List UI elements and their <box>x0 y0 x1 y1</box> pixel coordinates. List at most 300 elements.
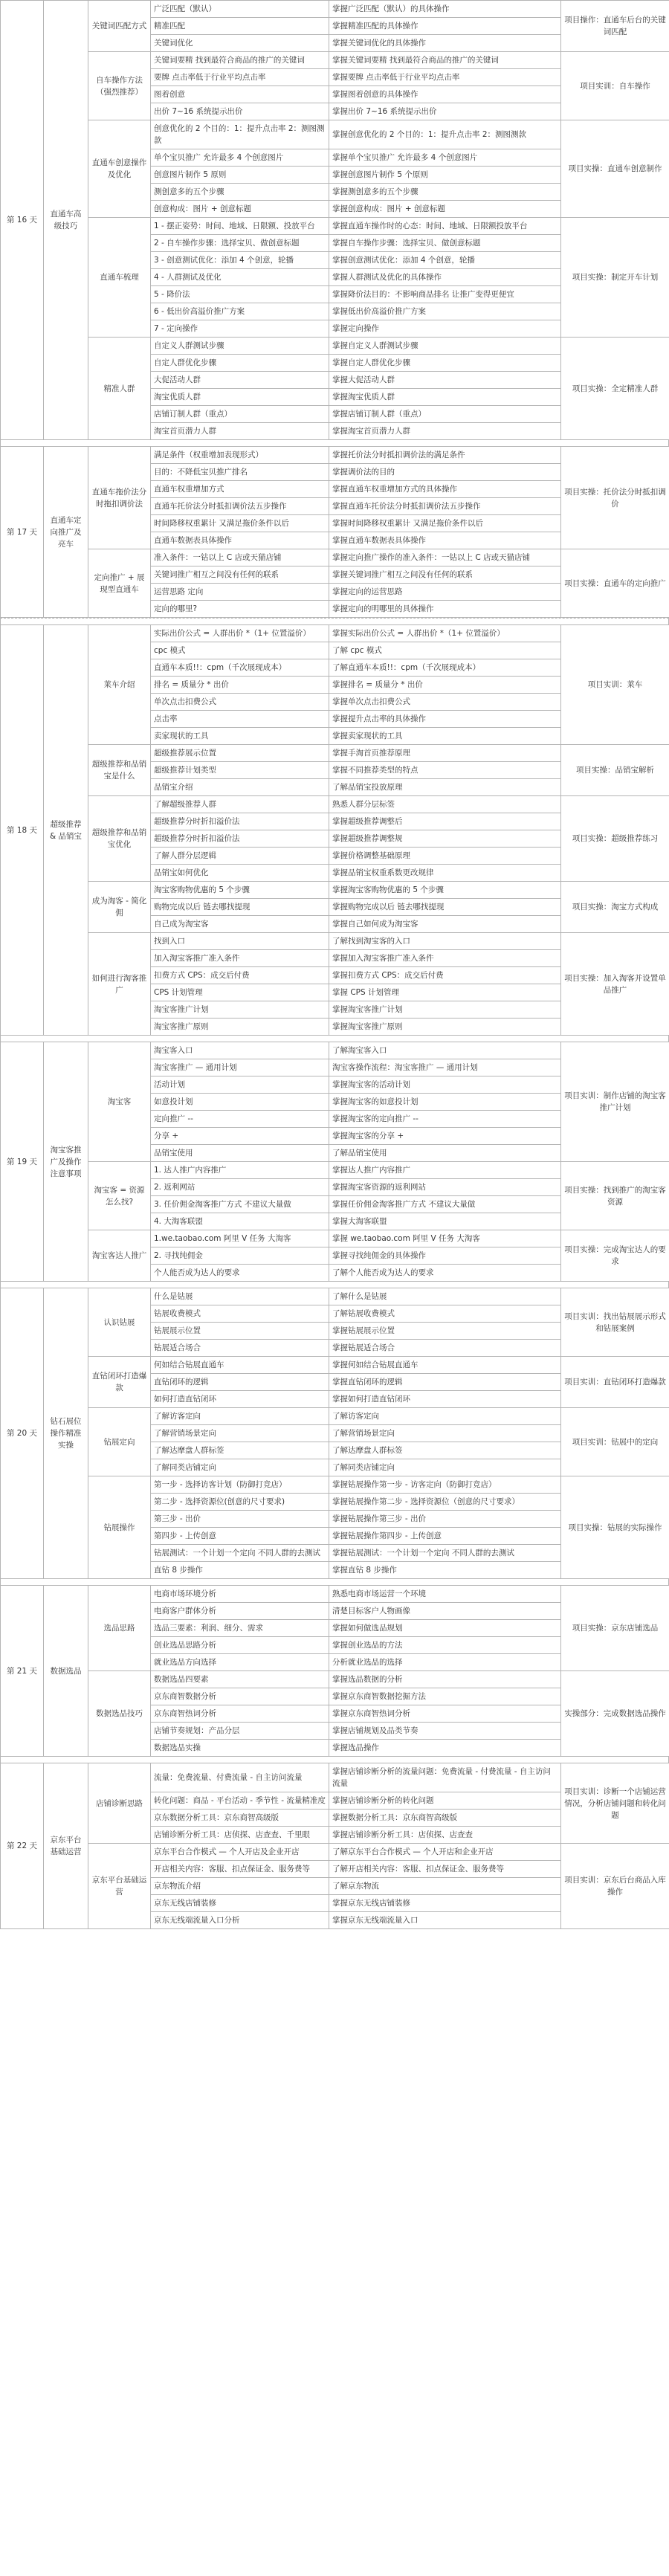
day-block <box>0 1288 669 1579</box>
goal-cell: 掌握测创意多的五个步骤 <box>329 184 561 201</box>
goal-cell: 掌握钻展测试：一个计划一个定向 不同人群的去测试 <box>329 1545 561 1562</box>
goal-cell: 掌握如何做选品规划 <box>329 1620 561 1637</box>
goal-cell: 掌握店铺订制人群（重点） <box>329 406 561 423</box>
content-cell: 分享 + <box>151 1128 329 1145</box>
content-cell: 淘宝客入口 <box>151 1042 329 1059</box>
goal-cell: 掌握提升点击率的具体操作 <box>329 711 561 728</box>
subtopic-name: 淘宝客 = 资源怎么找? <box>88 1162 151 1230</box>
content-cell: 超级推荐计划类型 <box>151 762 329 779</box>
day-label: 第 20 天 <box>1 1288 44 1579</box>
content-cell: 直通车本质!!：cpm（千次展现成本） <box>151 659 329 677</box>
goal-cell: 了解营销场景定向 <box>329 1425 561 1442</box>
day-topic: 数据选品 <box>44 1586 88 1757</box>
subtopic-name: 钻展定向 <box>88 1408 151 1476</box>
goal-cell: 掌握淘宝客的定向推广 -- <box>329 1111 561 1128</box>
goal-cell: 掌握钻展操作第四步 - 上传创意 <box>329 1528 561 1545</box>
content-cell: 电商市场环境分析 <box>151 1586 329 1603</box>
content-cell: 创业选品思路分析 <box>151 1637 329 1654</box>
goal-cell: 掌握排名 = 质量分 * 出价 <box>329 677 561 694</box>
goal-cell: 掌握自定义人群测试步骤 <box>329 338 561 355</box>
content-cell: 钻展适合场合 <box>151 1340 329 1357</box>
project-cell: 项目操作：直通车后台的关键词匹配 <box>561 1 669 52</box>
subtopic-name: 如何进行淘客推广 <box>88 933 151 1036</box>
goal-cell: 掌握创业选品的方法 <box>329 1637 561 1654</box>
goal-cell: 掌握时间降移权重累计 又满足拖价条件以后 <box>329 515 561 532</box>
goal-cell: 掌握寻找纯佣金的具体操作 <box>329 1247 561 1265</box>
goal-cell: 了解个人能否成为达人的要求 <box>329 1265 561 1282</box>
subtopic-name: 数据选品技巧 <box>88 1671 151 1757</box>
content-cell: 京东平台合作模式 — 个人开店及企业开店 <box>151 1844 329 1861</box>
table-row <box>1 52 669 69</box>
table-row <box>1 120 669 149</box>
goal-cell: 掌握托价法分时抵扣调价法的满足条件 <box>329 447 561 464</box>
content-cell: 测创意多的五个步骤 <box>151 184 329 201</box>
content-cell: 京东商智热词分析 <box>151 1705 329 1723</box>
content-cell: 了解超级推荐人群 <box>151 796 329 813</box>
goal-cell: 淘宝客操作流程：淘宝客推广 — 通用计划 <box>329 1059 561 1076</box>
goal-cell: 掌握降价法目的：不影响商品排名 让推广变得更便宜 <box>329 286 561 303</box>
content-cell: 目的：不降低宝贝推广排名 <box>151 464 329 481</box>
content-cell: 品销宝使用 <box>151 1145 329 1162</box>
content-cell: 了解人群分层逻辑 <box>151 848 329 865</box>
goal-cell: 掌握钻展适合场合 <box>329 1340 561 1357</box>
goal-cell: 掌握淘宝客推广计划 <box>329 1001 561 1019</box>
goal-cell: 掌握自车操作步骤：选择宝贝、做创意标题 <box>329 235 561 252</box>
goal-cell: 掌握淘宝客的如意投计划 <box>329 1094 561 1111</box>
subtopic-name: 淘宝客 <box>88 1042 151 1162</box>
goal-cell: 掌握实际出价公式 = 人群出价 *（1+ 位置溢价） <box>329 625 561 642</box>
content-cell: 第二步 - 选择资源位(创意的尺寸要求) <box>151 1494 329 1511</box>
subtopic-name: 精准人群 <box>88 338 151 440</box>
project-cell: 项目实操：直通车创意制作 <box>561 120 669 218</box>
table-row <box>1 1288 669 1305</box>
goal-cell: 掌握钻展操作第三步 - 出价 <box>329 1511 561 1528</box>
goal-cell: 掌握定向的明哪里的具体操作 <box>329 601 561 618</box>
goal-cell: 掌握店铺诊断分析的转化问题 <box>329 1792 561 1810</box>
table-row <box>1 1 669 18</box>
project-cell: 项目实训：直钻闭环打造爆款 <box>561 1357 669 1408</box>
content-cell: 京东商智数据分析 <box>151 1688 329 1705</box>
goal-cell: 掌握大促活动人群 <box>329 372 561 389</box>
content-cell: 开店相关内容：客服、扣点保证金、服务费等 <box>151 1861 329 1878</box>
day-separator <box>0 618 669 624</box>
goal-cell: 掌握价格调整基础原理 <box>329 848 561 865</box>
table-row <box>1 218 669 235</box>
content-cell: 淘宝客推广 — 通用计划 <box>151 1059 329 1076</box>
content-cell: 广泛匹配（默认） <box>151 1 329 18</box>
project-cell: 项目实操：品销宝解析 <box>561 745 669 796</box>
project-cell: 项目实训：莱车 <box>561 625 669 745</box>
goal-cell: 掌握自己如何成为淘宝客 <box>329 916 561 933</box>
goal-cell: 掌握直通车数据表具体操作 <box>329 532 561 549</box>
goal-cell: 清楚目标客户人物画像 <box>329 1603 561 1620</box>
goal-cell: 掌握钻展操作第二步 - 选择资源位（创意的尺寸要求） <box>329 1494 561 1511</box>
goal-cell: 掌握调价法的目的 <box>329 464 561 481</box>
content-cell: 京东无线端流量入口分析 <box>151 1912 329 1929</box>
content-cell: 如意投计划 <box>151 1094 329 1111</box>
content-cell: 第一步 - 选择访客计划（防御打竞店） <box>151 1476 329 1494</box>
goal-cell: 了解什么是钻展 <box>329 1288 561 1305</box>
project-cell: 项目实训：京东后台商品入库操作 <box>561 1844 669 1929</box>
content-cell: 了解达摩盘人群标签 <box>151 1442 329 1459</box>
goal-cell: 分析就业选品的选择 <box>329 1654 561 1671</box>
subtopic-name: 淘宝客达人推广 <box>88 1230 151 1282</box>
day-label: 第 17 天 <box>1 447 44 618</box>
content-cell: 店铺订制人群（重点） <box>151 406 329 423</box>
content-cell: 定向的哪里? <box>151 601 329 618</box>
content-cell: 淘宝优质人群 <box>151 389 329 406</box>
day-separator <box>0 440 669 446</box>
content-cell: 2. 寻找纯佣金 <box>151 1247 329 1265</box>
table-row <box>1 1162 669 1179</box>
goal-cell: 掌握京东商智数据挖掘方法 <box>329 1688 561 1705</box>
content-cell: 了解营销场景定向 <box>151 1425 329 1442</box>
content-cell: 什么是钻展 <box>151 1288 329 1305</box>
goal-cell: 掌握扣费方式 CPS：成交后付费 <box>329 967 561 984</box>
content-cell: 何如结合钻展直通车 <box>151 1357 329 1374</box>
goal-cell: 掌握何如结合钻展直通车 <box>329 1357 561 1374</box>
goal-cell: 掌握京东商智热词分析 <box>329 1705 561 1723</box>
subtopic-name: 店铺诊断思路 <box>88 1763 151 1844</box>
goal-cell: 掌握淘宝客的活动计划 <box>329 1076 561 1094</box>
project-cell: 项目实训：自车操作 <box>561 52 669 120</box>
content-cell: 京东无线店铺装修 <box>151 1895 329 1912</box>
project-cell: 项目实训：诊断一个店铺运营情况，分析店铺问题和转化问题 <box>561 1763 669 1844</box>
goal-cell: 掌握淘宝首页潜力人群 <box>329 423 561 440</box>
goal-cell: 掌握京东无线店铺装修 <box>329 1895 561 1912</box>
goal-cell: 掌握定向的运营思路 <box>329 584 561 601</box>
content-cell: 满足条件（权重增加表现形式） <box>151 447 329 464</box>
content-cell: 第四步 - 上传创意 <box>151 1528 329 1545</box>
subtopic-name: 直通车拖价法分时拖扣调价法 <box>88 447 151 549</box>
project-cell: 项目实操：托价法分时抵扣调价 <box>561 447 669 549</box>
goal-cell: 熟悉人群分层标签 <box>329 796 561 813</box>
content-cell: 找到入口 <box>151 933 329 950</box>
goal-cell: 了解找到淘宝客的入口 <box>329 933 561 950</box>
project-cell: 项目实操：直通车的定向推广 <box>561 549 669 618</box>
goal-cell: 掌握广泛匹配（默认）的具体操作 <box>329 1 561 18</box>
content-cell: 3. 任价佣金淘客推广方式 不建议大量做 <box>151 1196 329 1213</box>
content-cell: 自己成为淘宝客 <box>151 916 329 933</box>
content-cell: 关键词优化 <box>151 35 329 52</box>
goal-cell: 掌握店铺诊断分析工具：店侦探、店查查 <box>329 1827 561 1844</box>
day-label: 第 22 天 <box>1 1763 44 1929</box>
goal-cell: 掌握图着创意的具体操作 <box>329 86 561 103</box>
subtopic-name: 定向推广 + 展现型直通车 <box>88 549 151 618</box>
content-cell: 如何打造直钻闭环 <box>151 1391 329 1408</box>
goal-cell: 掌握钻展展示位置 <box>329 1323 561 1340</box>
goal-cell: 了解开店相关内容：客服、扣点保证金、服务费等 <box>329 1861 561 1878</box>
content-cell: 精准匹配 <box>151 18 329 35</box>
goal-cell: 掌握关键词要精 找到最符合商品的推广的关键词 <box>329 52 561 69</box>
content-cell: 超级推荐展示位置 <box>151 745 329 762</box>
goal-cell: 掌握超级推荐调整规 <box>329 830 561 848</box>
content-cell: 超级推荐分时折扣溢价法 <box>151 830 329 848</box>
project-cell: 实操部分：完成数据选品操作 <box>561 1671 669 1757</box>
goal-cell: 了解淘宝客入口 <box>329 1042 561 1059</box>
content-cell: 5 - 降价法 <box>151 286 329 303</box>
project-cell: 项目实训：制作店铺的淘宝客推广计划 <box>561 1042 669 1162</box>
content-cell: 数据选品实操 <box>151 1740 329 1757</box>
content-cell: 4 - 人群测试及优化 <box>151 269 329 286</box>
subtopic-name: 选品思路 <box>88 1586 151 1671</box>
goal-cell: 掌握店铺诊断分析的流量问题：免费流量 - 付费流量 - 自主访问流量 <box>329 1763 561 1792</box>
goal-cell: 掌握关键词推广相互之间没有任何的联系 <box>329 566 561 584</box>
content-cell: 运营思路 定向 <box>151 584 329 601</box>
goal-cell: 掌握大淘客联盟 <box>329 1213 561 1230</box>
content-cell: 店铺诊断分析工具：店侦探、店查查、千里眼 <box>151 1827 329 1844</box>
content-cell: 活动计划 <box>151 1076 329 1094</box>
project-cell: 项目实操：超级推荐练习 <box>561 796 669 882</box>
goal-cell: 掌握选品操作 <box>329 1740 561 1757</box>
day-block <box>0 624 669 1036</box>
subtopic-name: 超级推荐和品销宝是什么 <box>88 745 151 796</box>
goal-cell: 了解达摩盘人群标签 <box>329 1442 561 1459</box>
content-cell: 单次点击扣费公式 <box>151 694 329 711</box>
goal-cell: 掌握 we.taobao.com 阿里 V 任务 大淘客 <box>329 1230 561 1247</box>
content-cell: 定向推广 -- <box>151 1111 329 1128</box>
day-topic: 直通车定向推广及亮车 <box>44 447 88 618</box>
table-row <box>1 447 669 464</box>
day-block <box>0 1585 669 1757</box>
goal-cell: 掌握定向推广操作的准入条件：一钻以上 C 店或天猫店铺 <box>329 549 561 566</box>
goal-cell: 掌握定向操作 <box>329 320 561 338</box>
day-block <box>0 1042 669 1282</box>
goal-cell: 掌握淘宝客推广原则 <box>329 1019 561 1036</box>
content-cell: 直通车托价法分时抵扣调价法五步操作 <box>151 498 329 515</box>
day-block <box>0 446 669 618</box>
table-row <box>1 625 669 642</box>
project-cell: 项目实操：完成淘宝达人的要求 <box>561 1230 669 1282</box>
content-cell: 扣费方式 CPS：成交后付费 <box>151 967 329 984</box>
goal-cell: 掌握直通车操作时的心态：时间、地域、日限额投放平台 <box>329 218 561 235</box>
content-cell: 数据选品四要素 <box>151 1671 329 1688</box>
content-cell: 加入淘宝客推广准入条件 <box>151 950 329 967</box>
content-cell: 4. 大淘客联盟 <box>151 1213 329 1230</box>
content-cell: 淘宝首页潜力人群 <box>151 423 329 440</box>
content-cell: 淘宝客推广计划 <box>151 1001 329 1019</box>
day-label: 第 19 天 <box>1 1042 44 1282</box>
goal-cell: 掌握人群测试及优化的具体操作 <box>329 269 561 286</box>
content-cell: 6 - 低出价高溢价推广方案 <box>151 303 329 320</box>
table-row <box>1 338 669 355</box>
goal-cell: 熟悉电商市场运营一个环境 <box>329 1586 561 1603</box>
content-cell: 实际出价公式 = 人群出价 *（1+ 位置溢价） <box>151 625 329 642</box>
goal-cell: 掌握出价 7~16 系统提示出价 <box>329 103 561 120</box>
subtopic-name: 京东平台基础运营 <box>88 1844 151 1929</box>
content-cell: 京东物流介绍 <box>151 1878 329 1895</box>
goal-cell: 了解 cpc 模式 <box>329 642 561 659</box>
content-cell: 卖家现状的工具 <box>151 728 329 745</box>
subtopic-name: 直钻闭环打造爆款 <box>88 1357 151 1408</box>
table-row <box>1 1586 669 1603</box>
project-cell: 项目实操：加入淘客并设置单品推广 <box>561 933 669 1036</box>
content-cell: 单个宝贝推广 允许最多 4 个创意图片 <box>151 149 329 167</box>
content-cell: 1. 达人推广内容推广 <box>151 1162 329 1179</box>
content-cell: 直钻闭环的逻辑 <box>151 1374 329 1391</box>
content-cell: cpc 模式 <box>151 642 329 659</box>
project-cell: 项目实操：制定开车计划 <box>561 218 669 338</box>
content-cell: 了解同类店铺定向 <box>151 1459 329 1476</box>
table-row <box>1 1357 669 1374</box>
day-block <box>0 1763 669 1929</box>
goal-cell: 了解京东平台合作模式 — 个人开店和企业开店 <box>329 1844 561 1861</box>
subtopic-name: 直通车梳理 <box>88 218 151 338</box>
table-row <box>1 1763 669 1792</box>
content-cell: 淘宝客购物优惠的 5 个步骤 <box>151 882 329 899</box>
content-cell: 时间降移权重累计 又满足拖价条件以后 <box>151 515 329 532</box>
content-cell: 自定人群优化步骤 <box>151 355 329 372</box>
table-row <box>1 933 669 950</box>
day-label: 第 16 天 <box>1 1 44 440</box>
goal-cell: 掌握如何打造直钻闭环 <box>329 1391 561 1408</box>
subtopic-name: 成为淘客 - 简化佣 <box>88 882 151 933</box>
subtopic-name: 认识钻展 <box>88 1288 151 1357</box>
subtopic-name: 钻展操作 <box>88 1476 151 1579</box>
day-topic: 直通车高级技巧 <box>44 1 88 440</box>
content-cell: 创意图片制作 5 原则 <box>151 167 329 184</box>
goal-cell: 掌握淘宝客购物优惠的 5 个步骤 <box>329 882 561 899</box>
content-cell: 创意优化的 2 个目的：1：提升点击率 2：测图测款 <box>151 120 329 149</box>
subtopic-name: 自车操作方法（强烈推荐） <box>88 52 151 120</box>
content-cell: 3 - 创意测试优化：添加 4 个创意，轮播 <box>151 252 329 269</box>
goal-cell: 了解品销宝使用 <box>329 1145 561 1162</box>
content-cell: 选品三要素：利润、细分、需求 <box>151 1620 329 1637</box>
goal-cell: 掌握创意优化的 2 个目的：1：提升点击率 2：测图测款 <box>329 120 561 149</box>
project-cell: 项目实操：钻展的实际操作 <box>561 1476 669 1579</box>
goal-cell: 掌握精准匹配的具体操作 <box>329 18 561 35</box>
goal-cell: 掌握店铺规划及品类节奏 <box>329 1723 561 1740</box>
content-cell: 7 - 定向操作 <box>151 320 329 338</box>
table-row <box>1 1408 669 1425</box>
goal-cell: 掌握单次点击扣费公式 <box>329 694 561 711</box>
content-cell: 直通车数据表具体操作 <box>151 532 329 549</box>
day-topic: 淘宝客推广及操作注意事项 <box>44 1042 88 1282</box>
goal-cell: 掌握淘宝客资源的返利网站 <box>329 1179 561 1196</box>
goal-cell: 掌握达人推广内容推广 <box>329 1162 561 1179</box>
project-cell: 项目实操：全定精准人群 <box>561 338 669 440</box>
goal-cell: 掌握低出价高溢价推广方案 <box>329 303 561 320</box>
goal-cell: 了解品销宝投放原理 <box>329 779 561 796</box>
content-cell: 就业选品方向选择 <box>151 1654 329 1671</box>
day-separator <box>0 1579 669 1585</box>
goal-cell: 掌握不同推荐类型的特点 <box>329 762 561 779</box>
goal-cell: 掌握任价佣金淘客推广方式 不建议大量做 <box>329 1196 561 1213</box>
goal-cell: 掌握直通车托价法分时抵扣调价法五步操作 <box>329 498 561 515</box>
day-topic: 钻石展位操作精准实操 <box>44 1288 88 1579</box>
content-cell: 店铺节奏规划：产品分层 <box>151 1723 329 1740</box>
content-cell: 大促活动人群 <box>151 372 329 389</box>
goal-cell: 了解访客定向 <box>329 1408 561 1425</box>
goal-cell: 掌握 CPS 计划管理 <box>329 984 561 1001</box>
goal-cell: 了解京东物流 <box>329 1878 561 1895</box>
project-cell: 项目实操：找到推广的淘宝客资源 <box>561 1162 669 1230</box>
content-cell: 直通车权重增加方式 <box>151 481 329 498</box>
project-cell: 项目实训：钻展中的定向 <box>561 1408 669 1476</box>
content-cell: 创意构成：图片 + 创意标题 <box>151 201 329 218</box>
content-cell: 2 - 自车操作步骤：选择宝贝、做创意标题 <box>151 235 329 252</box>
content-cell: 淘宝客推广原则 <box>151 1019 329 1036</box>
goal-cell: 掌握选品数据的分析 <box>329 1671 561 1688</box>
content-cell: 直钻 8 步操作 <box>151 1562 329 1579</box>
day-topic: 超级推荐 & 品销宝 <box>44 625 88 1036</box>
content-cell: 要牌 点击率低于行业平均点击率 <box>151 69 329 86</box>
content-cell: 关键词要精 找到最符合商品的推广的关键词 <box>151 52 329 69</box>
goal-cell: 掌握手淘首页推荐原理 <box>329 745 561 762</box>
content-cell: 购物完成以后 链去哪找提现 <box>151 899 329 916</box>
content-cell: 第三步 - 出价 <box>151 1511 329 1528</box>
content-cell: 品销宝如何优化 <box>151 865 329 882</box>
goal-cell: 掌握购物完成以后 链去哪找提现 <box>329 899 561 916</box>
table-row <box>1 1042 669 1059</box>
content-cell: 自定义人群测试步骤 <box>151 338 329 355</box>
table-row <box>1 745 669 762</box>
content-cell: 电商客户群体分析 <box>151 1603 329 1620</box>
table-row <box>1 549 669 566</box>
content-cell: 1 - 摆正姿势：时间、地域、日限额、投放平台 <box>151 218 329 235</box>
table-row <box>1 1230 669 1247</box>
table-row <box>1 1476 669 1494</box>
day-block <box>0 0 669 440</box>
content-cell: 出价 7~16 系统提示出价 <box>151 103 329 120</box>
day-separator <box>0 1282 669 1288</box>
goal-cell: 掌握自定人群优化步骤 <box>329 355 561 372</box>
content-cell: 超级推荐分时折扣溢价法 <box>151 813 329 830</box>
content-cell: 钻展展示位置 <box>151 1323 329 1340</box>
content-cell: 了解访客定向 <box>151 1408 329 1425</box>
content-cell: 钻展测试：一个计划一个定向 不同人群的去测试 <box>151 1545 329 1562</box>
subtopic-name: 超级推荐和品销宝优化 <box>88 796 151 882</box>
content-cell: 关键词推广相互之间没有任何的联系 <box>151 566 329 584</box>
content-cell: 图着创意 <box>151 86 329 103</box>
goal-cell: 了解钻展收费模式 <box>329 1305 561 1323</box>
goal-cell: 掌握卖家现状的工具 <box>329 728 561 745</box>
goal-cell: 掌握创意图片制作 5 个原则 <box>329 167 561 184</box>
project-cell: 项目实操：京东店铺选品 <box>561 1586 669 1671</box>
day-label: 第 18 天 <box>1 625 44 1036</box>
goal-cell: 掌握直钻闭环的逻辑 <box>329 1374 561 1391</box>
content-cell: 流量：免费流量、付费流量 - 自主访问流量 <box>151 1763 329 1792</box>
goal-cell: 掌握数据分析工具：京东商智高级版 <box>329 1810 561 1827</box>
goal-cell: 掌握直钻 8 步操作 <box>329 1562 561 1579</box>
table-row <box>1 796 669 813</box>
subtopic-name: 莱车介绍 <box>88 625 151 745</box>
table-row <box>1 1671 669 1688</box>
content-cell: 1.we.taobao.com 阿里 V 任务 大淘客 <box>151 1230 329 1247</box>
goal-cell: 掌握超级推荐调整后 <box>329 813 561 830</box>
subtopic-name: 直通车创意操作及优化 <box>88 120 151 218</box>
goal-cell: 掌握关键词优化的具体操作 <box>329 35 561 52</box>
goal-cell: 掌握创意测试优化：添加 4 个创意，轮播 <box>329 252 561 269</box>
goal-cell: 了解同类店铺定向 <box>329 1459 561 1476</box>
content-cell: 品销宝介绍 <box>151 779 329 796</box>
day-topic: 京东平台基础运营 <box>44 1763 88 1929</box>
content-cell: 个人能否成为达人的要求 <box>151 1265 329 1282</box>
goal-cell: 掌握淘宝客的分享 + <box>329 1128 561 1145</box>
content-cell: 钻展收费模式 <box>151 1305 329 1323</box>
content-cell: 点击率 <box>151 711 329 728</box>
content-cell: 排名 = 质量分 * 出价 <box>151 677 329 694</box>
content-cell: 准入条件：一钻以上 C 店或天猫店铺 <box>151 549 329 566</box>
subtopic-name: 关键词匹配方式 <box>88 1 151 52</box>
table-row <box>1 882 669 899</box>
content-cell: CPS 计划管理 <box>151 984 329 1001</box>
goal-cell: 了解直通车本质!!：cpm（千次展现成本） <box>329 659 561 677</box>
project-cell: 项目实训：找出钻展展示形式和钻展案例 <box>561 1288 669 1357</box>
day-separator <box>0 1036 669 1042</box>
table-row <box>1 1844 669 1861</box>
content-cell: 转化问题：商品 - 平台活动 - 季节性 - 流量精准度 <box>151 1792 329 1810</box>
